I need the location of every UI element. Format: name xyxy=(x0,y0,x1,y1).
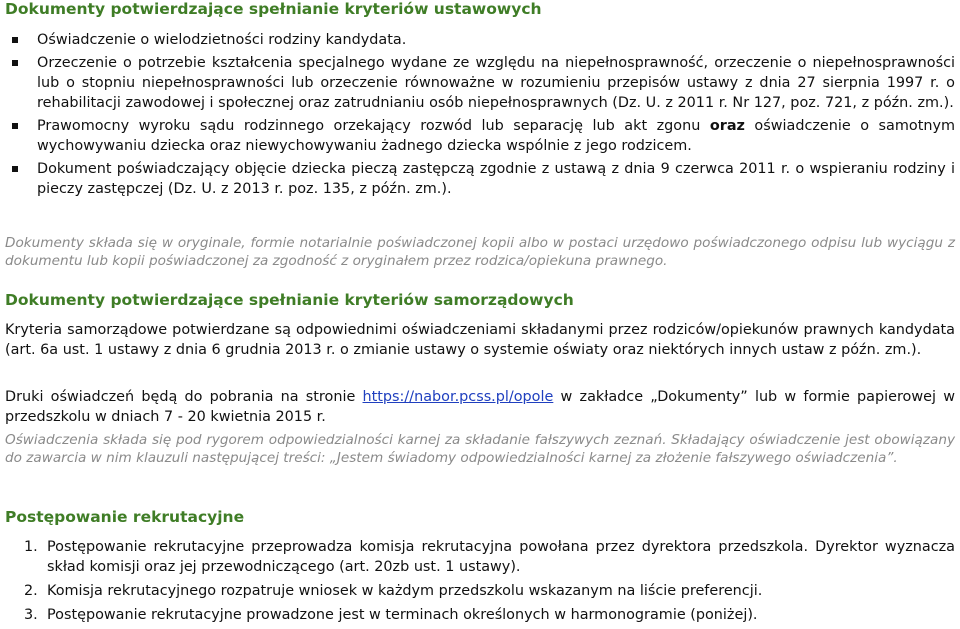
square-bullet-icon xyxy=(12,60,18,66)
list-item xyxy=(0,53,955,113)
list-item-text-before: Prawomocny wyroku sądu rodzinnego orzekający rozwód lub separację lub akt zgonu xyxy=(37,118,710,134)
forms-download-paragraph xyxy=(5,387,955,427)
forms-text-after: w zakładce „Dokumenty” lub w formie papierowej w przedszkolu w dniach 7 - 20 kwietnia 2015 r. xyxy=(5,389,955,425)
item-number: 2. xyxy=(24,583,38,599)
list-item xyxy=(0,159,955,199)
square-bullet-icon xyxy=(12,166,18,172)
list-item-text: Oświadczenie o wielodzietności rodziny kandydata. xyxy=(37,32,407,48)
square-bullet-icon xyxy=(12,123,18,129)
forms-download-link[interactable]: https://nabor.pcss.pl/opole xyxy=(362,389,554,405)
local-criteria-paragraph: Kryteria samorządowe potwierdzane są odpowiednimi oświadczeniami składanymi przez rodziców/opiekunów prawnych kandydata (art. 6a ust. 1 ustawy z dnia 6 grudnia 2013 r. o zmianie ustawy o systemie oświaty oraz niektórych innych ustaw z późn. zm.). xyxy=(5,322,955,358)
section-heading-recruitment: Postępowanie rekrutacyjne xyxy=(5,508,245,526)
square-bullet-icon xyxy=(12,37,18,43)
item-number: 1. xyxy=(24,539,38,555)
declaration-note: Oświadczenia składa się pod rygorem odpowiedzialności karnej za składanie fałszywych zeznań. Składający oświadczenie jest obowiązany do zawarcia w nim klauzuli następującej treści: „Jestem świadomy odpowiedzialności karnej za złożenie fałszywego oświadczenia”. xyxy=(5,432,955,466)
list-item-text-after: oświadczenie o samotnym wychowywaniu dziecka oraz niewychowywaniu żadnego dziecka wspólnie z jego rodzicem. xyxy=(37,118,955,154)
list-item-text: Postępowanie rekrutacyjne prowadzone jest w terminach określonych w harmonogramie (poniżej). xyxy=(47,607,758,623)
list-item xyxy=(0,581,955,601)
list-item-text: Orzeczenie o potrzebie kształcenia specjalnego wydane ze względu na niepełnosprawność, orzeczenie o niepełnosprawności lub o stopniu niepełnosprawności lub orzeczenie równoważne w rozumieniu przepisów ustawy z dnia 27 sierpnia 1997 r. o rehabilitacji zawodowej i społecznej oraz zatrudnianiu osób niepełnosprawnych (Dz. U. z 2011 r. Nr 127, poz. 721, z późn. zm.). xyxy=(37,55,955,111)
statutory-documents-note: Dokumenty składa się w oryginale, formie notarialnie poświadczonej kopii albo w postaci urzędowo poświadczonego odpisu lub wyciągu z dokumentu lub kopii poświadczonej za zgodność z oryginałem przez rodzica/opiekuna prawnego. xyxy=(5,235,955,269)
statutory-documents-list xyxy=(0,30,960,202)
list-item-text: Postępowanie rekrutacyjne przeprowadza komisja rekrutacyjna powołana przez dyrektora przedszkola. Dyrektor wyznacza skład komisji oraz jej przewodniczącego (art. 20zb ust. 1 ustawy). xyxy=(47,539,955,575)
forms-text-before: Druki oświadczeń będą do pobrania na stronie xyxy=(5,389,363,405)
list-item xyxy=(0,537,955,577)
section-heading-statutory-criteria: Dokumenty potwierdzające spełnianie kryteriów ustawowych xyxy=(5,0,542,18)
item-number: 3. xyxy=(24,607,38,623)
section-heading-local-criteria: Dokumenty potwierdzające spełnianie kryteriów samorządowych xyxy=(5,291,574,309)
list-item-text: Komisja rekrutacyjnego rozpatruje wniosek w każdym przedszkolu wskazanym na liście preferencji. xyxy=(47,583,763,599)
recruitment-steps-list xyxy=(0,537,960,629)
list-item xyxy=(0,116,955,156)
bold-conjunction: oraz xyxy=(709,118,745,134)
list-item xyxy=(0,605,955,625)
list-item-text: Dokument poświadczający objęcie dziecka pieczą zastępczą zgodnie z ustawą z dnia 9 czerwca 2011 r. o wspieraniu rodziny i pieczy zastępczej (Dz. U. z 2013 r. poz. 135, z późn. zm.). xyxy=(37,161,955,197)
list-item xyxy=(0,30,955,50)
